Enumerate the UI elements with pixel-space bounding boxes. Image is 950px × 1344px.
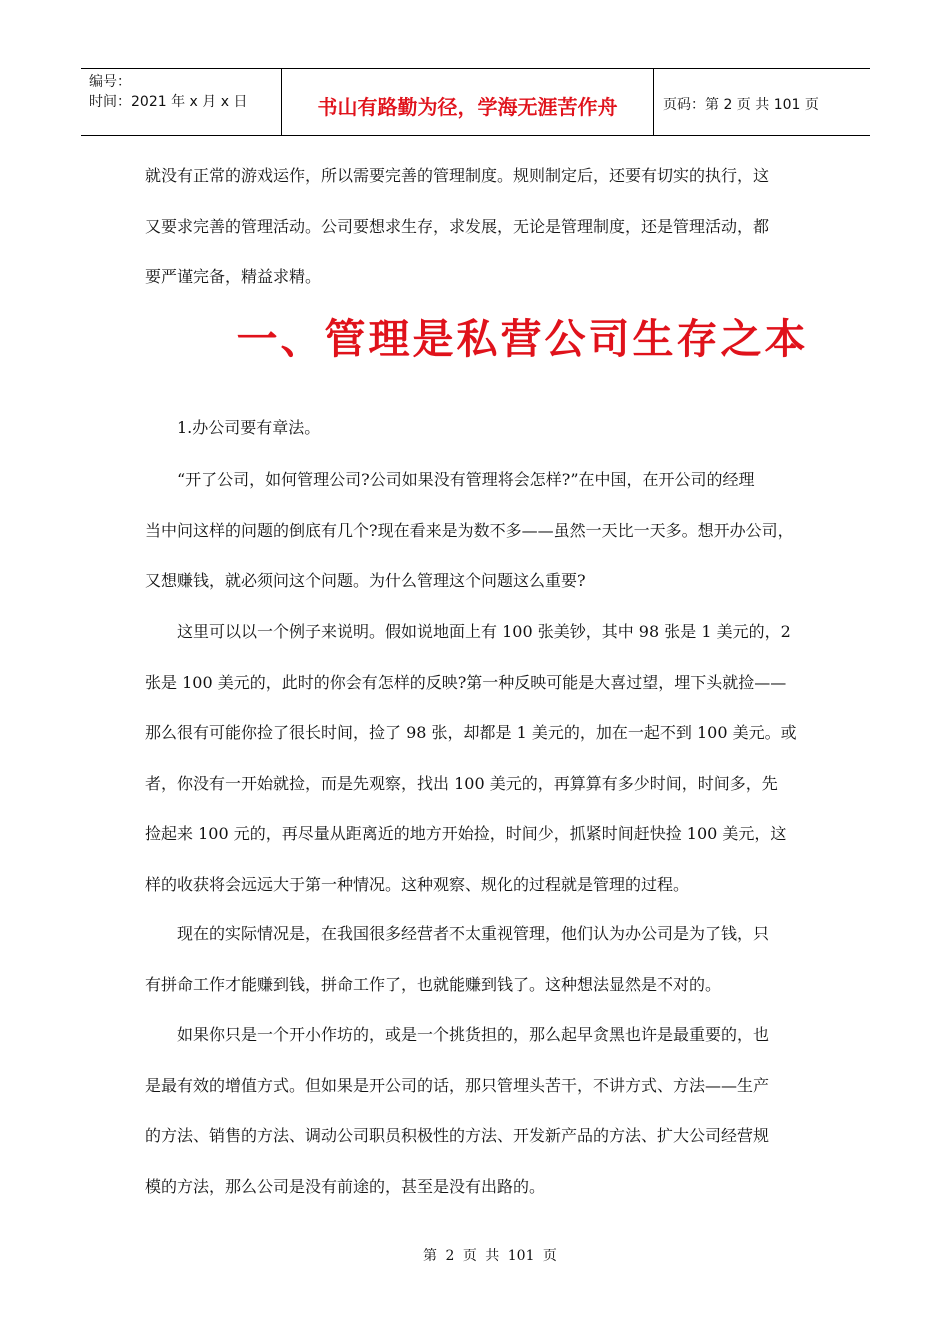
- paragraph-line: 样的收获将会远远大于第一种情况。这种观察、规化的过程就是管理的过程。: [145, 874, 690, 894]
- paragraph-line: 模的方法，那么公司是没有前途的，甚至是没有出路的。: [145, 1176, 546, 1196]
- paragraph-line: 那么很有可能你捡了很长时间，捡了 98 张，却都是 1 美元的，加在一起不到 100 美元。或: [145, 723, 797, 742]
- intro-line: 就没有正常的游戏运作，所以需要完善的管理制度。规则制定后，还要有切实的执行，这: [145, 166, 770, 185]
- paragraph-line: 张是 100 美元的，此时的你会有怎样的反映?第一种反映可能是大喜过望，埋下头就捡——: [145, 672, 787, 692]
- paragraph-line: 又想赚钱，就必须问这个问题。为什么管理这个问题这么重要?: [145, 571, 586, 590]
- number-label: 编号：: [89, 74, 131, 90]
- section-heading: [145, 403, 805, 454]
- page-header: [81, 68, 870, 136]
- paragraph-line: 的方法、销售的方法、调动公司职员积极性的方法、开发新产品的方法、扩大公司经营规: [145, 1126, 770, 1145]
- paragraph-3: [145, 909, 805, 1010]
- paragraph-line: 捡起来 100 元的，再尽量从距离近的地方开始捡，时间少，抓紧时间赶快捡 100 美元，这: [145, 824, 787, 843]
- header-motto: 书山有路勤为径，学海无涯苦作舟: [282, 69, 654, 135]
- paragraph-line: 有拼命工作才能赚到钱，拼命工作了，也就能赚到钱了。这种想法显然是不对的。: [145, 974, 722, 994]
- paragraph-line: 这里可以以一个例子来说明。假如说地面上有 100 张美钞，其中 98 张是 1 美元的，2: [145, 622, 791, 641]
- paragraph-2: [145, 607, 805, 910]
- paragraph-line: 现在的实际情况是，在我国很多经营者不太重视管理，他们认为办公司是为了钱，只: [145, 924, 770, 943]
- paragraph-line: “开了公司，如何管理公司?公司如果没有管理将会怎样?”在中国，在开公司的经理: [145, 470, 755, 489]
- paragraph-line: 是最有效的增值方式。但如果是开公司的话，那只管埋头苦干，不讲方式、方法——生产: [145, 1075, 770, 1095]
- paragraph-4: [145, 1010, 805, 1212]
- paragraph-line: 如果你只是一个开小作坊的，或是一个挑货担的，那么起早贪黑也许是最重要的，也: [145, 1025, 770, 1044]
- time-label: 时间：2021 年 x 月 x 日: [89, 94, 248, 110]
- intro-line: 要严谨完备，精益求精。: [145, 267, 322, 286]
- page-footer: 第 2 页 共 101 页: [423, 1248, 557, 1264]
- paragraph-1: [145, 455, 805, 607]
- intro-paragraph: [145, 151, 805, 303]
- header-page-info: 页码：第 2 页 共 101 页: [663, 97, 819, 113]
- paragraph-line: 者，你没有一开始就捡，而是先观察，找出 100 美元的，再算算有多少时间，时间多，先: [145, 773, 778, 793]
- intro-line: 又要求完善的管理活动。公司要想求生存，求发展，无论是管理制度，还是管理活动，都: [145, 216, 770, 236]
- chapter-title: 一、管理是私营公司生存之本: [236, 315, 809, 363]
- section-heading-text: 1.办公司要有章法。: [145, 418, 321, 437]
- paragraph-line: 当中问这样的问题的倒底有几个?现在看来是为数不多——虽然一天比一天多。想开办公司，: [145, 520, 794, 540]
- header-meta: [81, 69, 282, 135]
